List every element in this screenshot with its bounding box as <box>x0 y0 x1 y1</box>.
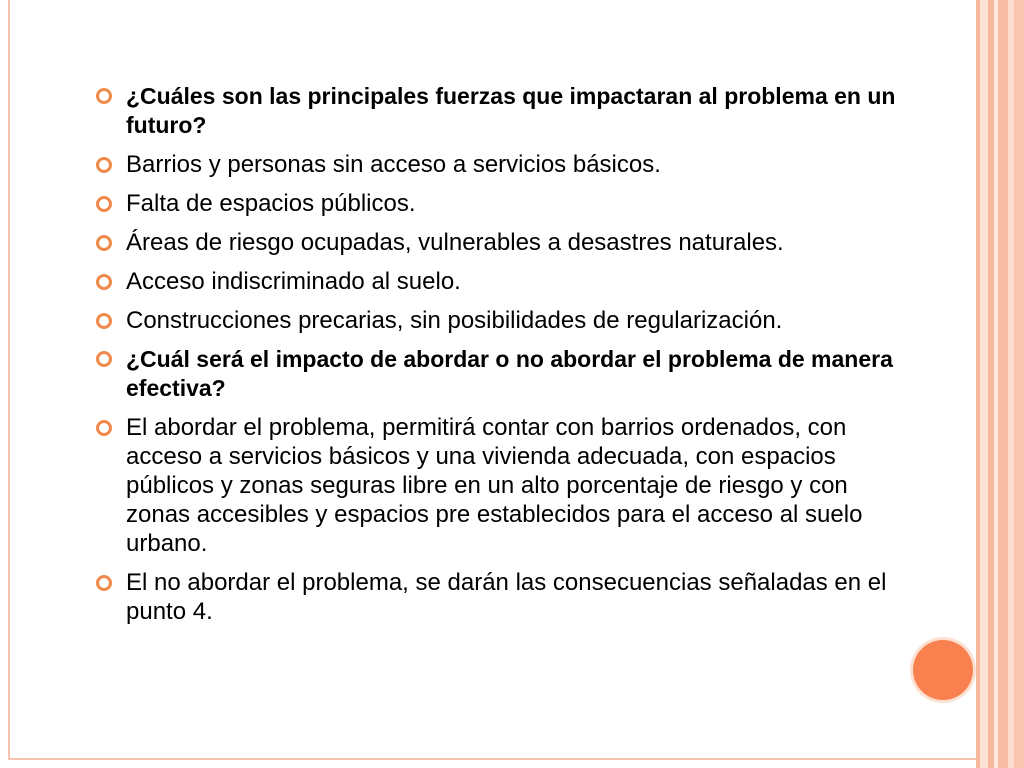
bullet-text: El no abordar el problema, se darán las consecuencias señaladas en el punto 4. <box>126 569 887 625</box>
frame-bottom-line <box>8 758 978 760</box>
bullet-item <box>96 82 896 140</box>
right-stripe-decoration <box>998 0 1008 768</box>
bullet-list <box>96 82 896 626</box>
bullet-text: ¿Cuál será el impacto de abordar o no abordar el problema de manera efectiva? <box>126 346 893 401</box>
bullet-text: El abordar el problema, permitirá contar con barrios ordenados, con acceso a servicios básicos y una vivienda adecuada, con espacios públicos y zonas seguras libre en un alto porcentaje de riesgo y con zonas accesibles y espacios pre establecidos para el acceso al suelo urbano. <box>126 414 863 557</box>
circle-bullet-icon <box>96 351 112 367</box>
circle-bullet-icon <box>96 274 112 290</box>
circle-bullet-icon <box>96 88 112 104</box>
bullet-item <box>96 413 896 558</box>
bullet-text: Acceso indiscriminado al suelo. <box>126 268 461 295</box>
circle-bullet-icon <box>96 196 112 212</box>
bullet-text: Falta de espacios públicos. <box>126 190 416 217</box>
frame-left-line <box>8 0 10 760</box>
circle-bullet-icon <box>96 575 112 591</box>
bullet-text: Áreas de riesgo ocupadas, vulnerables a desastres naturales. <box>126 229 784 256</box>
bullet-item <box>96 345 896 403</box>
bullet-text: Barrios y personas sin acceso a servicios básicos. <box>126 151 661 178</box>
circle-bullet-icon <box>96 157 112 173</box>
bullet-item <box>96 228 896 257</box>
circle-bullet-icon <box>96 420 112 436</box>
bullet-text: ¿Cuáles son las principales fuerzas que impactaran al problema en un futuro? <box>126 83 896 138</box>
bullet-item <box>96 189 896 218</box>
bullet-item <box>96 150 896 179</box>
bullet-text: Construcciones precarias, sin posibilidades de regularización. <box>126 307 783 334</box>
circle-bullet-icon <box>96 313 112 329</box>
right-stripe-decoration <box>1014 0 1024 768</box>
slide-content <box>96 82 896 636</box>
accent-circle-decoration <box>913 640 973 700</box>
bullet-item <box>96 568 896 626</box>
circle-bullet-icon <box>96 235 112 251</box>
bullet-item <box>96 267 896 296</box>
bullet-item <box>96 306 896 335</box>
right-stripe-decoration <box>980 0 988 768</box>
